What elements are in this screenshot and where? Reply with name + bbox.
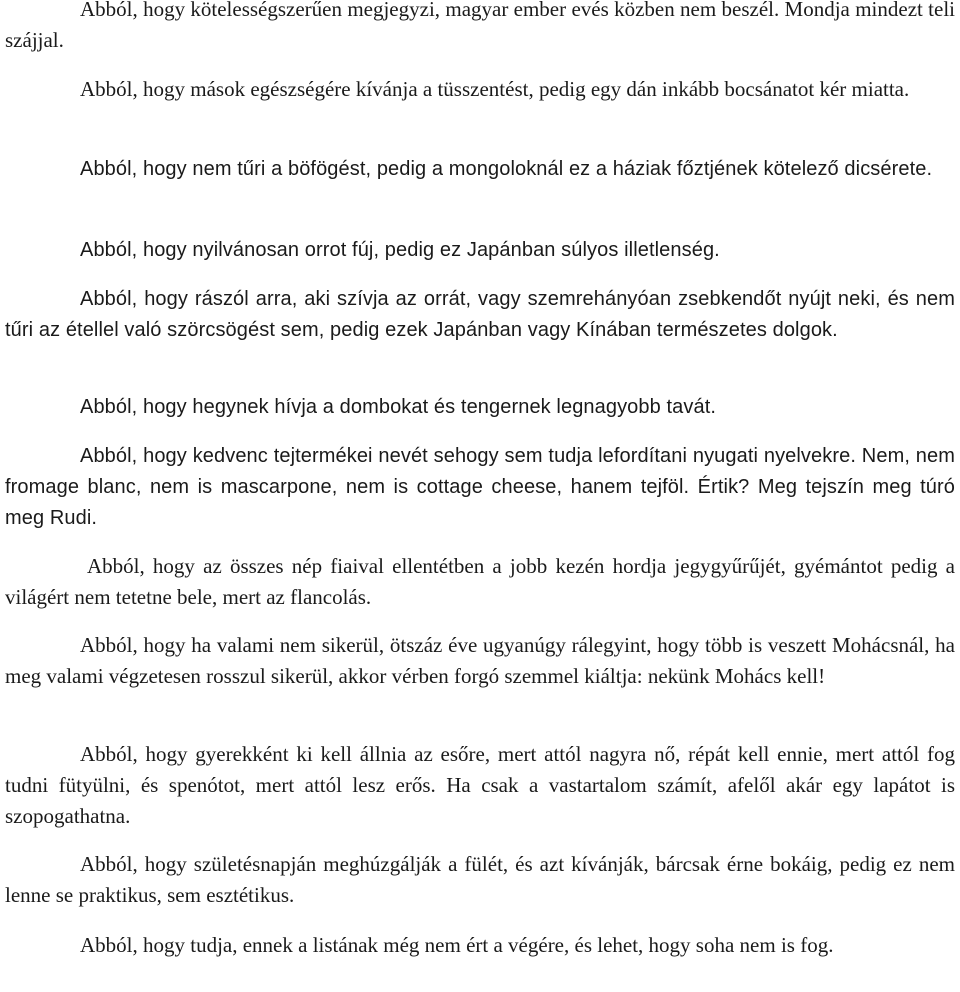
paragraph-1: Abból, hogy kötelességszerűen megjegyzi, magyar ember evés közben nem beszél. Mondja mindezt teli szájjal. — [5, 0, 955, 52]
paragraph-8: Abból, hogy az összes nép fiaival ellentétben a jobb kezén hordja jegygyűrűjét, gyémántot pedig a világért nem tetetne bele, mert az flancolás. — [5, 554, 955, 609]
paragraph-12: Abból, hogy tudja, ennek a listának még nem ért a végére, és lehet, hogy soha nem is fog. — [80, 933, 834, 957]
paragraph-7: Abból, hogy kedvenc tejtermékei nevét sehogy sem tudja lefordítani nyugati nyelvekre. Nem, nem fromage blanc, nem is mascarpone, nem is cottage cheese, hanem tejföl. Értik? Meg tejszín meg túró meg Rudi. — [5, 445, 955, 529]
paragraph-2: Abból, hogy mások egészségére kívánja a tüsszentést, pedig egy dán inkább bocsánatot kér miatta. — [80, 77, 910, 101]
paragraph-11: Abból, hogy születésnapján meghúzgálják a fülét, és azt kívánják, bárcsak érne bokáig, pedig ez nem lenne se praktikus, sem esztétikus. — [5, 852, 955, 907]
paragraph-5: Abból, hogy rászól arra, aki szívja az orrát, vagy szemrehányóan zsebkendőt nyújt neki, és nem tűri az étellel való szörcsögést sem, pedig ezek Japánban vagy Kínában természetes dolgok. — [5, 288, 955, 341]
paragraph-9: Abból, hogy ha valami nem sikerül, ötszáz éve ugyanúgy rálegyint, hogy több is veszett Mohácsnál, ha meg valami végzetesen rosszul sikerül, akkor vérben forgó szemmel kiáltja: nekünk Mohács kell! — [5, 633, 955, 688]
paragraph-10: Abból, hogy gyerekként ki kell állnia az esőre, mert attól nagyra nő, répát kell ennie, mert attól fog tudni fütyülni, és spenótot, mert attól lesz erős. Ha csak a vastartalom számít, afelől akár egy lapátot is szopogathatna. — [5, 742, 955, 828]
paragraph-4: Abból, hogy nyilvánosan orrot fúj, pedig ez Japánban súlyos illetlenség. — [80, 239, 720, 261]
paragraph-6: Abból, hogy hegynek hívja a dombokat és tengernek legnagyobb tavát. — [80, 396, 717, 418]
paragraph-3: Abból, hogy nem tűri a böfögést, pedig a mongoloknál ez a háziak főztjének kötelező dicsérete. — [80, 158, 933, 180]
